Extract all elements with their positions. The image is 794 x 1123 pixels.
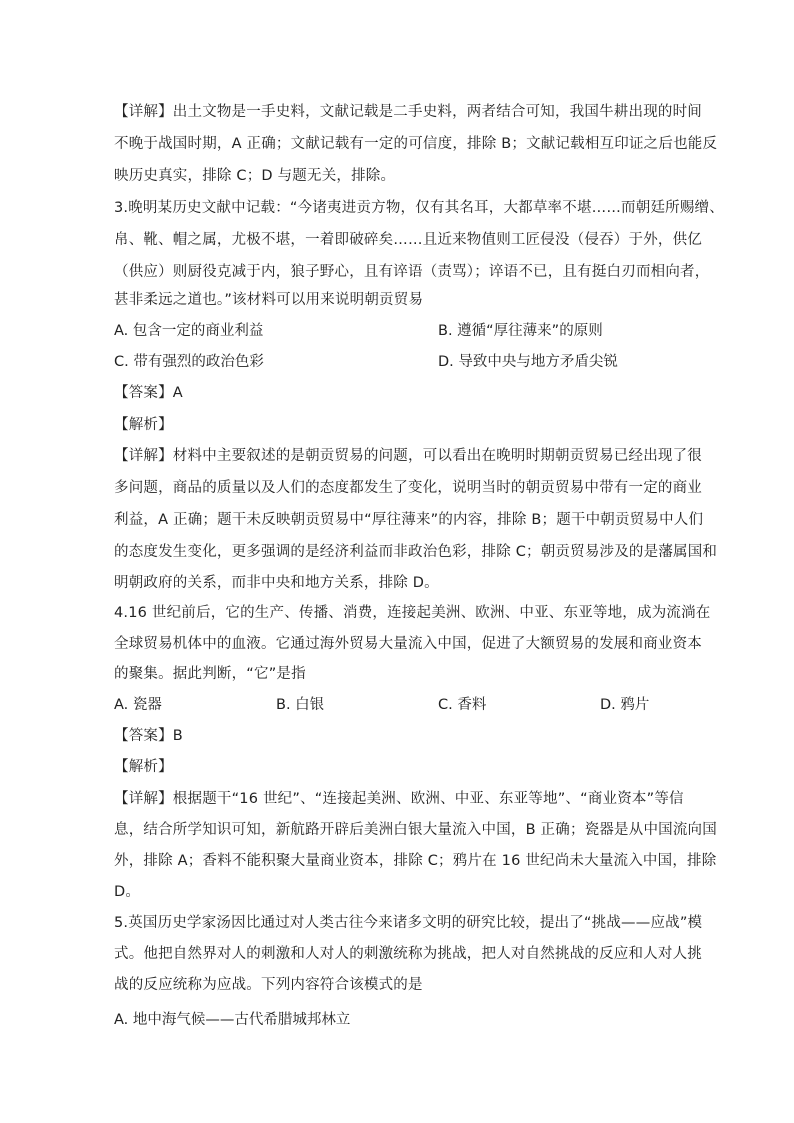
- q3-stem-line-3: （供应）则厨役克减于内，狼子野心，且有谇语（责骂）；谇语不已，且有挺白刃而相向者，: [114, 264, 710, 280]
- q5-stem-line-1: 5.英国历史学家汤因比通过对人类古往今来诸多文明的研究比较，提出了“挑战——应战”模: [114, 915, 703, 931]
- q5-stem-line-3: 战的反应统称为应战。下列内容符合该模式的是: [114, 977, 423, 993]
- q3-option-d: D. 导致中央与地方矛盾尖锐: [438, 354, 618, 370]
- q3-answer: 【答案】A: [114, 385, 183, 401]
- q4-answer: 【答案】B: [114, 728, 183, 744]
- q4-analysis-heading: 【解析】: [114, 759, 173, 775]
- q3-stem-line-1: 3.晚明某历史文献中记载：“今诸夷进贡方物，仅有其名耳，大都草率不堪……而朝廷所赐缯、: [114, 200, 724, 216]
- q3-analysis-heading: 【解析】: [114, 417, 173, 433]
- q5-stem-line-2: 式。他把自然界对人的刺激和人对人的刺激统称为挑战，把人对自然挑战的反应和人对人挑: [114, 946, 702, 962]
- q3-stem-line-4: 甚非柔远之道也。”该材料可以用来说明朝贡贸易: [114, 292, 424, 308]
- q4-stem-line-1: 4.16 世纪前后，它的生产、传播、消费，连接起美洲、欧洲、中亚、东亚等地，成为流淌在: [114, 605, 711, 621]
- q4-option-d: D. 鸦片: [600, 697, 650, 713]
- q2-explanation-line-1: 【详解】出土文物是一手史料，文献记载是二手史料，两者结合可知，我国牛耕出现的时间: [114, 104, 702, 120]
- q4-explanation-line-4: D。: [114, 884, 141, 900]
- q2-explanation-line-3: 映历史真实，排除 C；D 与题无关，排除。: [114, 168, 396, 184]
- q4-option-c: C. 香料: [438, 697, 487, 713]
- q3-explanation-line-1: 【详解】材料中主要叙述的是朝贡贸易的问题，可以看出在晚明时期朝贡贸易已经出现了很: [114, 448, 702, 464]
- q3-stem-line-2: 帛、靴、帽之属，尤极不堪，一着即破碎矣……且近来物值则工匠侵没（侵吞）于外，供亿: [114, 232, 702, 248]
- q3-explanation-line-3: 利益，A 正确；题干未反映朝贡贸易中“厚往薄来”的内容，排除 B；题干中朝贡贸易中人们: [114, 512, 704, 528]
- q3-option-b: B. 遵循“厚往薄来”的原则: [438, 323, 603, 339]
- q3-explanation-line-2: 多问题，商品的质量以及人们的态度都发生了变化，说明当时的朝贡贸易中带有一定的商业: [114, 480, 702, 496]
- q2-explanation-line-2: 不晚于战国时期，A 正确；文献记载有一定的可信度，排除 B；文献记载相互印证之后也能反: [114, 136, 718, 152]
- q4-option-b: B. 白银: [276, 697, 325, 713]
- q5-option-a: A. 地中海气候——古代希腊城邦林立: [114, 1012, 351, 1028]
- q3-option-c: C. 带有强烈的政治色彩: [114, 354, 264, 370]
- q3-explanation-line-5: 明朝政府的关系，而非中央和地方关系，排除 D。: [114, 575, 439, 591]
- q3-option-a: A. 包含一定的商业利益: [114, 323, 264, 339]
- q4-stem-line-3: 的聚集。据此判断，“它”是指: [114, 666, 306, 682]
- q4-explanation-line-1: 【详解】根据题干“16 世纪”、“连接起美洲、欧洲、中亚、东亚等地”、“商业资本”等信: [114, 791, 684, 807]
- q4-stem-line-2: 全球贸易机体中的血液。它通过海外贸易大量流入中国，促进了大额贸易的发展和商业资本: [114, 636, 702, 652]
- q3-explanation-line-4: 的态度发生变化，更多强调的是经济利益而非政治色彩，排除 C；朝贡贸易涉及的是藩属国和: [114, 544, 718, 560]
- q4-explanation-line-3: 外，排除 A；香料不能积聚大量商业资本，排除 C；鸦片在 16 世纪尚未大量流入中国，排除: [114, 853, 717, 869]
- q4-explanation-line-2: 息，结合所学知识可知，新航路开辟后美洲白银大量流入中国，B 正确；瓷器是从中国流向国: [114, 822, 717, 838]
- q4-option-a: A. 瓷器: [114, 697, 162, 713]
